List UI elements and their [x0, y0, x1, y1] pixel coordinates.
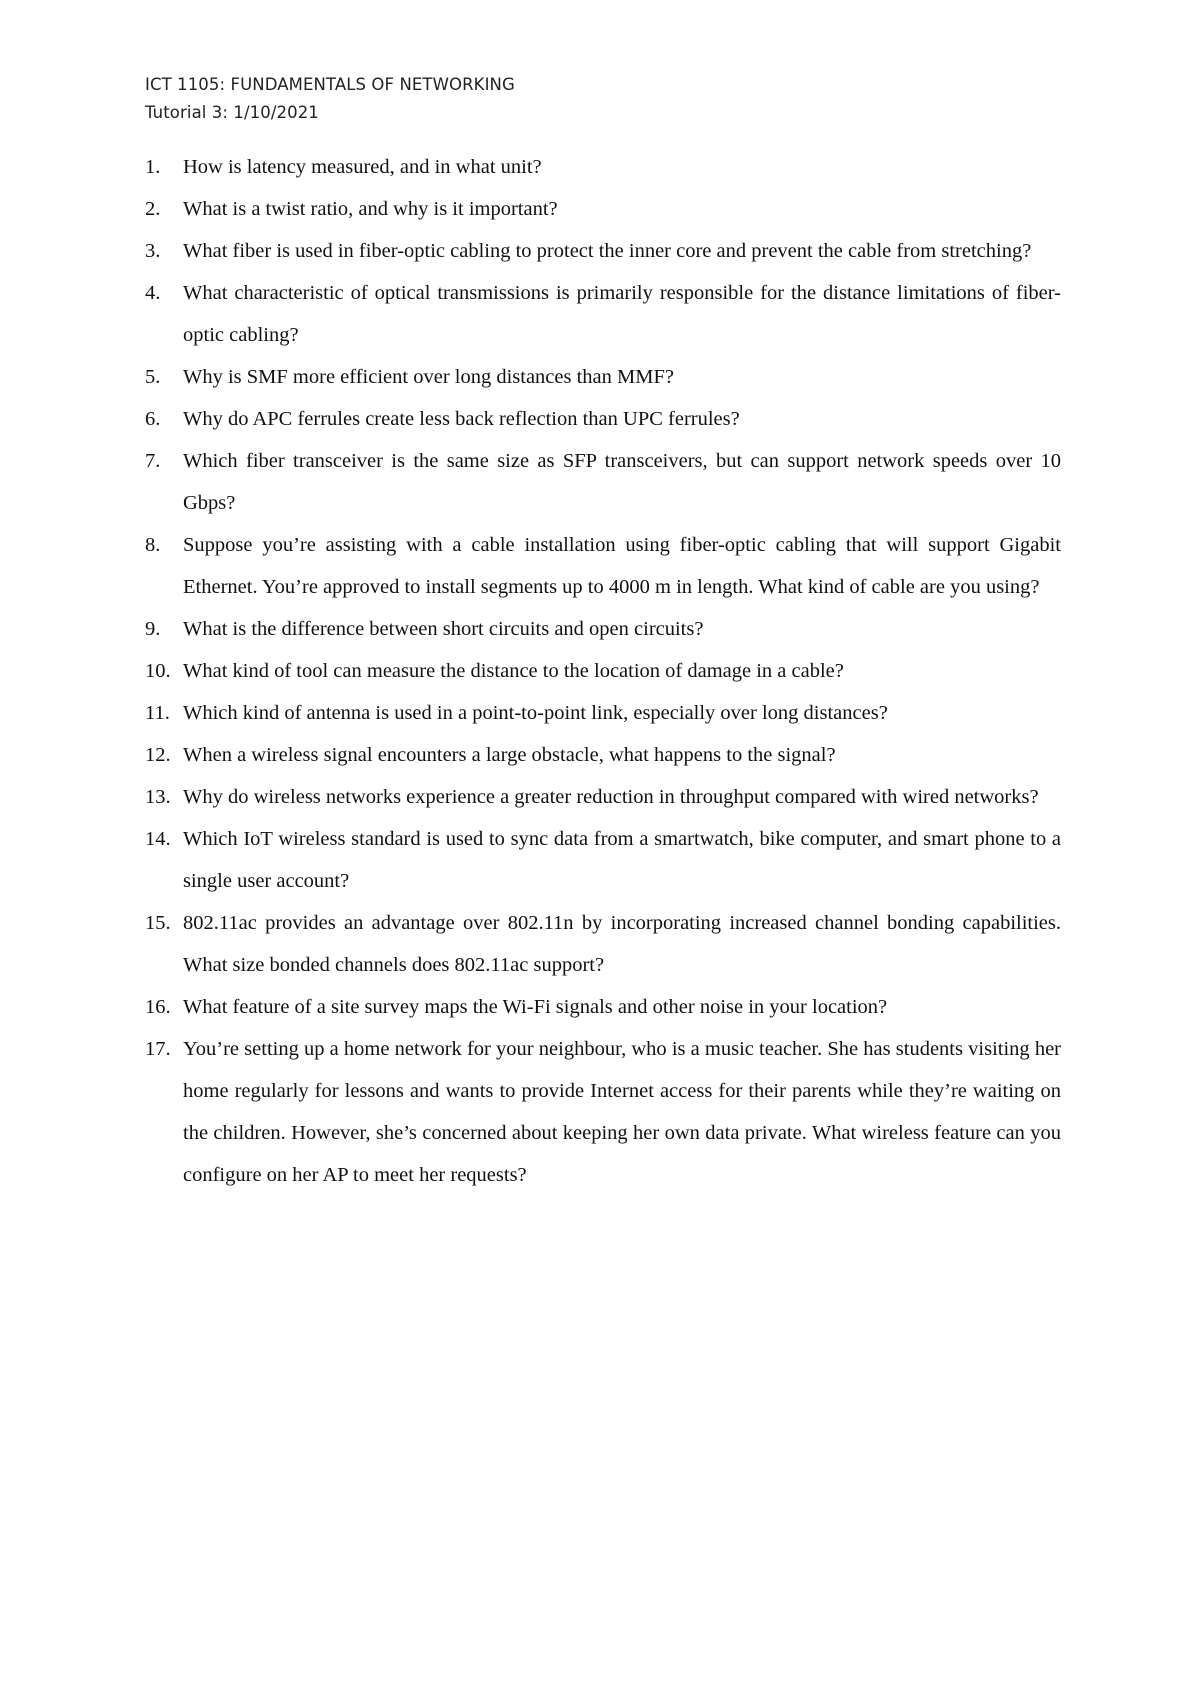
- question-number: 6.: [145, 408, 161, 430]
- question-text: 802.11ac provides an advantage over 802.11n by incorporating increased channel bonding capabilities. What size bonded channels does 802.11ac support?: [183, 912, 1061, 976]
- question-number: 14.: [145, 828, 171, 850]
- question-text: You’re setting up a home network for your neighbour, who is a music teacher. She has students visiting her home regularly for lessons and wants to provide Internet access for their parents while they’re waiting on the children. However, she’s concerned about keeping her own data private. What wireless feature can you configure on her AP to meet her requests?: [183, 1038, 1061, 1186]
- question-text: When a wireless signal encounters a large obstacle, what happens to the signal?: [183, 744, 836, 766]
- course-title: ICT 1105: FUNDAMENTALS OF NETWORKING: [145, 75, 515, 94]
- question-item: [145, 356, 1061, 398]
- question-item: [145, 776, 1061, 818]
- question-number: 1.: [145, 156, 161, 178]
- question-number: 7.: [145, 450, 161, 472]
- question-item: [145, 230, 1061, 272]
- question-text: How is latency measured, and in what unit?: [183, 156, 542, 178]
- question-item: [145, 524, 1061, 608]
- question-text: What is the difference between short circuits and open circuits?: [183, 618, 704, 640]
- question-text: What characteristic of optical transmissions is primarily responsible for the distance limitations of fiber-optic cabling?: [183, 282, 1061, 346]
- question-number: 8.: [145, 534, 161, 556]
- question-item: [145, 1028, 1061, 1196]
- question-number: 13.: [145, 786, 171, 808]
- question-text: Why do APC ferrules create less back reflection than UPC ferrules?: [183, 408, 740, 430]
- question-number: 9.: [145, 618, 161, 640]
- question-text: Which kind of antenna is used in a point-to-point link, especially over long distances?: [183, 702, 888, 724]
- question-item: [145, 818, 1061, 902]
- question-number: 11.: [145, 702, 170, 724]
- question-item: [145, 650, 1061, 692]
- question-text: What feature of a site survey maps the Wi-Fi signals and other noise in your location?: [183, 996, 888, 1018]
- question-item: [145, 986, 1061, 1028]
- question-list: [145, 146, 1061, 1196]
- question-item: [145, 692, 1061, 734]
- question-text: Suppose you’re assisting with a cable installation using fiber-optic cabling that will support Gigabit Ethernet. You’re approved to install segments up to 4000 m in length. What kind of cable are you using?: [183, 534, 1061, 598]
- question-item: [145, 146, 1061, 188]
- question-text: What fiber is used in fiber-optic cabling to protect the inner core and prevent the cable from stretching?: [183, 240, 1032, 262]
- question-text: Why is SMF more efficient over long distances than MMF?: [183, 366, 674, 388]
- tutorial-date: Tutorial 3: 1/10/2021: [145, 103, 319, 122]
- question-number: 15.: [145, 912, 171, 934]
- question-text: Which fiber transceiver is the same size as SFP transceivers, but can support network speeds over 10 Gbps?: [183, 450, 1061, 514]
- question-text: What is a twist ratio, and why is it important?: [183, 198, 558, 220]
- question-number: 2.: [145, 198, 161, 220]
- question-item: [145, 608, 1061, 650]
- question-item: [145, 398, 1061, 440]
- question-item: [145, 902, 1061, 986]
- question-text: Which IoT wireless standard is used to sync data from a smartwatch, bike computer, and smart phone to a single user account?: [183, 828, 1061, 892]
- question-text: Why do wireless networks experience a greater reduction in throughput compared with wired networks?: [183, 786, 1039, 808]
- document-header: [145, 71, 515, 127]
- question-text: What kind of tool can measure the distance to the location of damage in a cable?: [183, 660, 844, 682]
- question-item: [145, 188, 1061, 230]
- question-number: 17.: [145, 1038, 171, 1060]
- question-number: 3.: [145, 240, 161, 262]
- question-number: 16.: [145, 996, 171, 1018]
- question-number: 4.: [145, 282, 161, 304]
- question-item: [145, 272, 1061, 356]
- question-item: [145, 734, 1061, 776]
- question-item: [145, 440, 1061, 524]
- question-number: 12.: [145, 744, 171, 766]
- question-number: 5.: [145, 366, 161, 388]
- question-number: 10.: [145, 660, 171, 682]
